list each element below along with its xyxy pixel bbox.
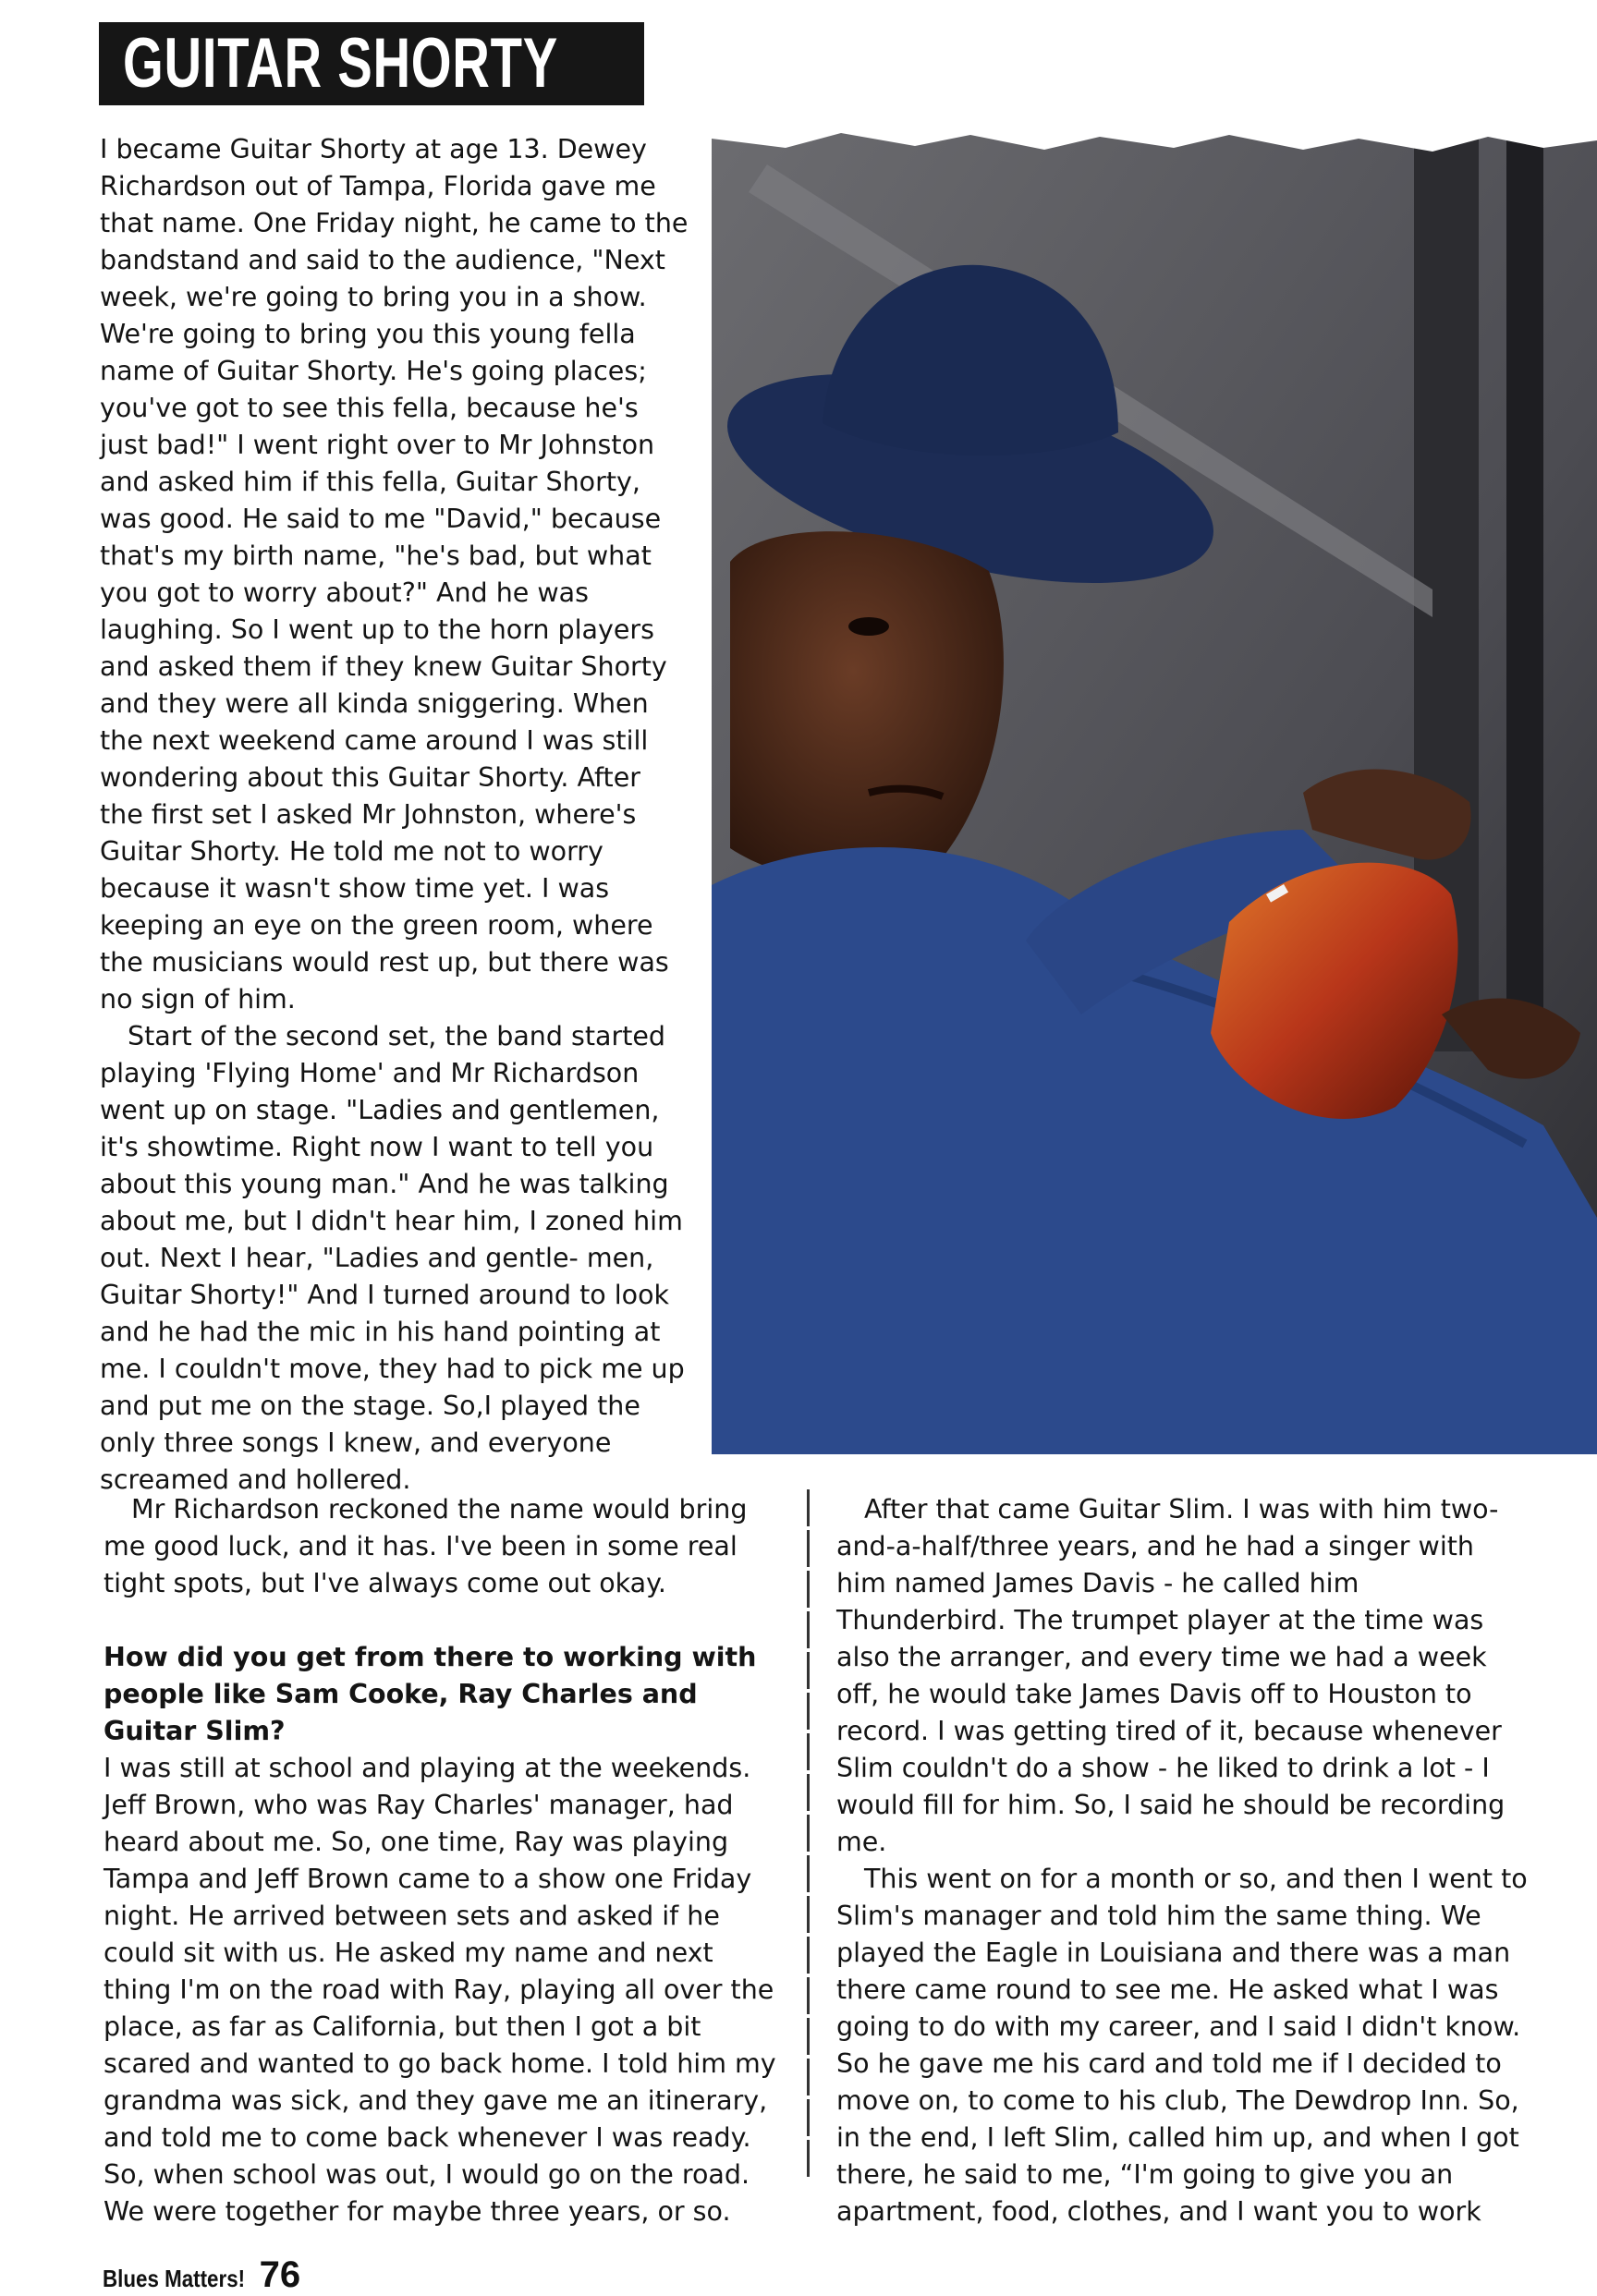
right-paragraph-2: This went on for a month or so, and then I went to Slim's manager and told him the same thing. We played the Eagle in Louisiana and there was a man there came round to see me. He asked what I was going to do with my career, and I said I didn't know. So he gave me his card and told me if I decided to move on, to come to his club, The Dewdrop Inn. So, in the end, I left Slim, called him up, and when I got there, he said to me, “I'm going to give you an apartment, food, clothes, and I want you to work xyxy=(836,1864,1528,2227)
eye xyxy=(848,617,889,636)
intro-paragraph-3: Mr Richardson reckoned the name would bring me good luck, and it has. I've been in some real tight spots, but I've always come out okay. xyxy=(104,1494,748,1598)
intro-paragraph-2: Start of the second set, the band started playing 'Flying Home' and Mr Richardson went up on stage. "Ladies and gentlemen, it's showtime. Right now I want to tell you about this young man." And he was talking about me, but I didn't hear him, I zoned him out. Next I hear, "Ladies and gentle- men, Guitar Shorty!" And I turned around to look and he had the mic in his hand pointing at me. I couldn't move, they had to pick me up and put me on the stage. So,I played the only three songs I knew, and everyone screamed and hollered. xyxy=(100,1021,685,1495)
paragraph-gap xyxy=(104,1602,787,1639)
intro-column xyxy=(100,131,691,1499)
right-column xyxy=(836,1491,1530,2230)
magazine-name: Blues Matters! xyxy=(103,2265,246,2292)
article-title-bar xyxy=(99,22,644,105)
portrait-photo xyxy=(712,128,1597,1454)
article-title: GUITAR SHORTY xyxy=(123,24,558,103)
interview-question: How did you get from there to working with people like Sam Cooke, Ray Charles and Guitar Slim? xyxy=(104,1642,757,1746)
answer-paragraph: I was still at school and playing at the weekends. Jeff Brown, who was Ray Charles' manager, had heard about me. So, one time, Ray was playing Tampa and Jeff Brown came to a show one Friday night. He arrived between sets and asked if he could sit with us. He asked my name and next thing I'm on the road with Ray, playing all over the place, as far as California, but then I got a bit scared and wanted to go back home. I told him my grandma was sick, and they gave me an itinerary, and told me to come back whenever I was ready. So, when school was out, I would go on the road. We were together for maybe three years, or so. xyxy=(104,1753,776,2227)
column-divider xyxy=(807,1489,810,2181)
right-paragraph-1: After that came Guitar Slim. I was with him two- and-a-half/three years, and he had a singer with him named James Davis - he called him Thunderbird. The trumpet player at the time was also the arranger, and every time we had a week off, he would take James Davis off to Houston to record. I was getting tired of it, because whenever Slim couldn't do a show - he liked to drink a lot - I would fill for him. So, I said he should be recording me. xyxy=(836,1494,1506,1857)
page-footer xyxy=(103,2254,300,2296)
door-edge xyxy=(1506,128,1543,1051)
page-number: 76 xyxy=(259,2254,301,2295)
portrait-illustration xyxy=(712,128,1597,1454)
intro-paragraph-1: I became Guitar Shorty at age 13. Dewey Richardson out of Tampa, Florida gave me that name. One Friday night, he came to the bandstand and said to the audience, "Next week, we're going to bring you in a show. We're going to bring you this young fella name of Guitar Shorty. He's going places; you've got to see this fella, because he's just bad!" I went right over to Mr Johnston and asked him if this fella, Guitar Shorty, was good. He said to me "David," because that's my birth name, "he's bad, but what you got to worry about?" And he was laughing. So I went up to the horn players and asked them if they knew Guitar Shorty and they were all kinda sniggering. When the next weekend came around I was still wondering about this Guitar Shorty. After the first set I asked Mr Johnston, where's Guitar Shorty. He told me not to worry because it wasn't show time yet. I was keeping an eye on the green room, where the musicians would rest up, but there was no sign of him. xyxy=(100,134,689,1014)
left-column xyxy=(104,1491,787,2230)
